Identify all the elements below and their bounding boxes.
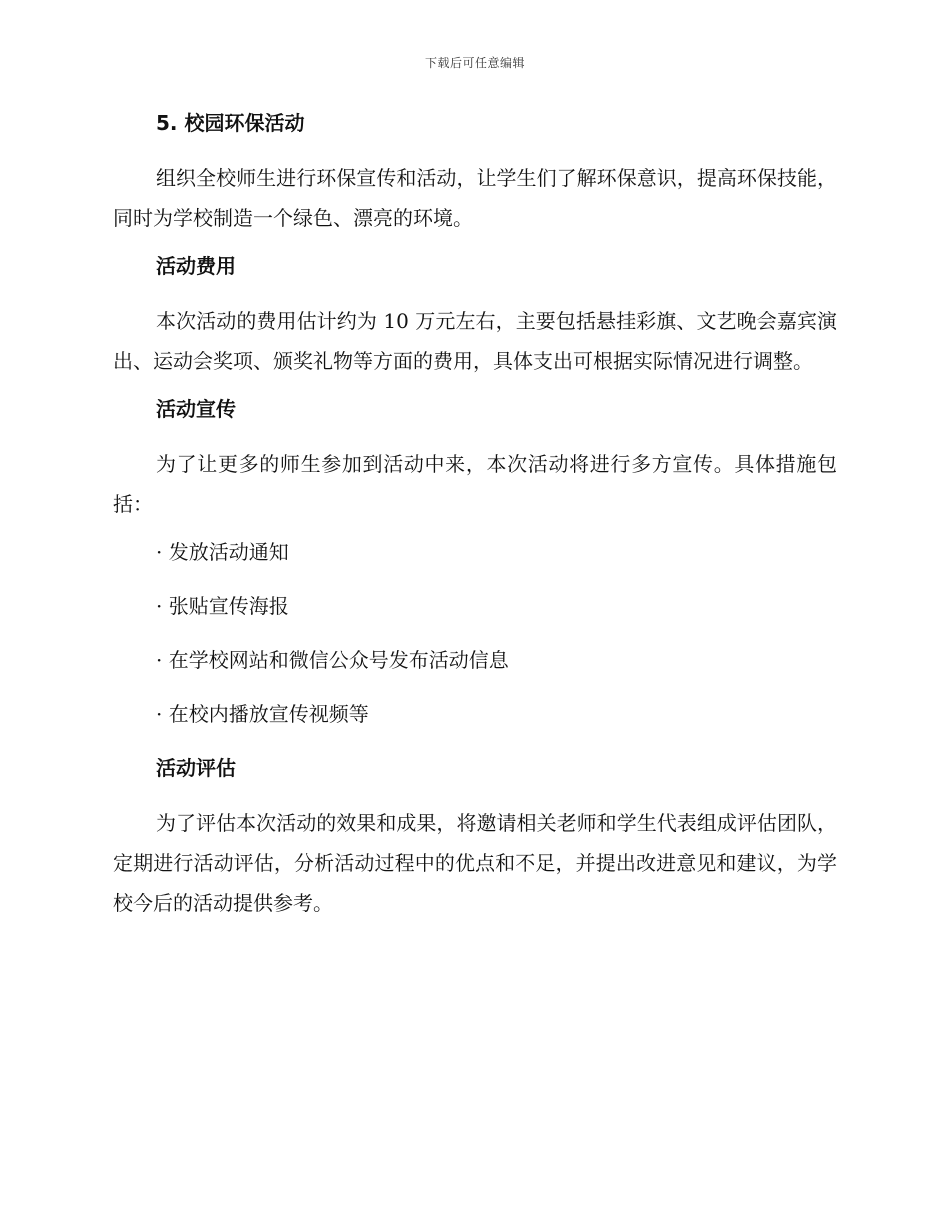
- section-heading-campus-environment: 5. 校园环保活动: [156, 111, 305, 135]
- section-heading-activity-evaluation: 活动评估: [156, 756, 236, 780]
- bullet-item: · 在校内播放宣传视频等: [156, 702, 369, 726]
- document-content: [113, 108, 837, 923]
- bullet-item: · 在学校网站和微信公众号发布活动信息: [156, 648, 509, 672]
- paragraph-campus-environment: 组织全校师生进行环保宣传和活动，让学生们了解环保意识，提高环保技能，同时为学校制造一个绿色、漂亮的环境。: [113, 166, 837, 230]
- section-heading-activity-promotion: 活动宣传: [156, 397, 236, 421]
- section-heading-activity-cost: 活动费用: [156, 254, 236, 278]
- header-note: 下载后可任意编辑: [424, 56, 525, 70]
- paragraph-activity-evaluation: 为了评估本次活动的效果和成果，将邀请相关老师和学生代表组成评估团队，定期进行活动评估，分析活动过程中的优点和不足，并提出改进意见和建议，为学校今后的活动提供参考。: [113, 811, 837, 915]
- paragraph-activity-cost: 本次活动的费用估计约为 10 万元左右，主要包括悬挂彩旗、文艺晚会嘉宾演出、运动会奖项、颁奖礼物等方面的费用，具体支出可根据实际情况进行调整。: [113, 309, 837, 373]
- paragraph-activity-promotion: 为了让更多的师生参加到活动中来，本次活动将进行多方宣传。具体措施包括：: [113, 452, 837, 516]
- bullet-item: · 张贴宣传海报: [156, 594, 289, 618]
- bullet-item: · 发放活动通知: [156, 540, 289, 564]
